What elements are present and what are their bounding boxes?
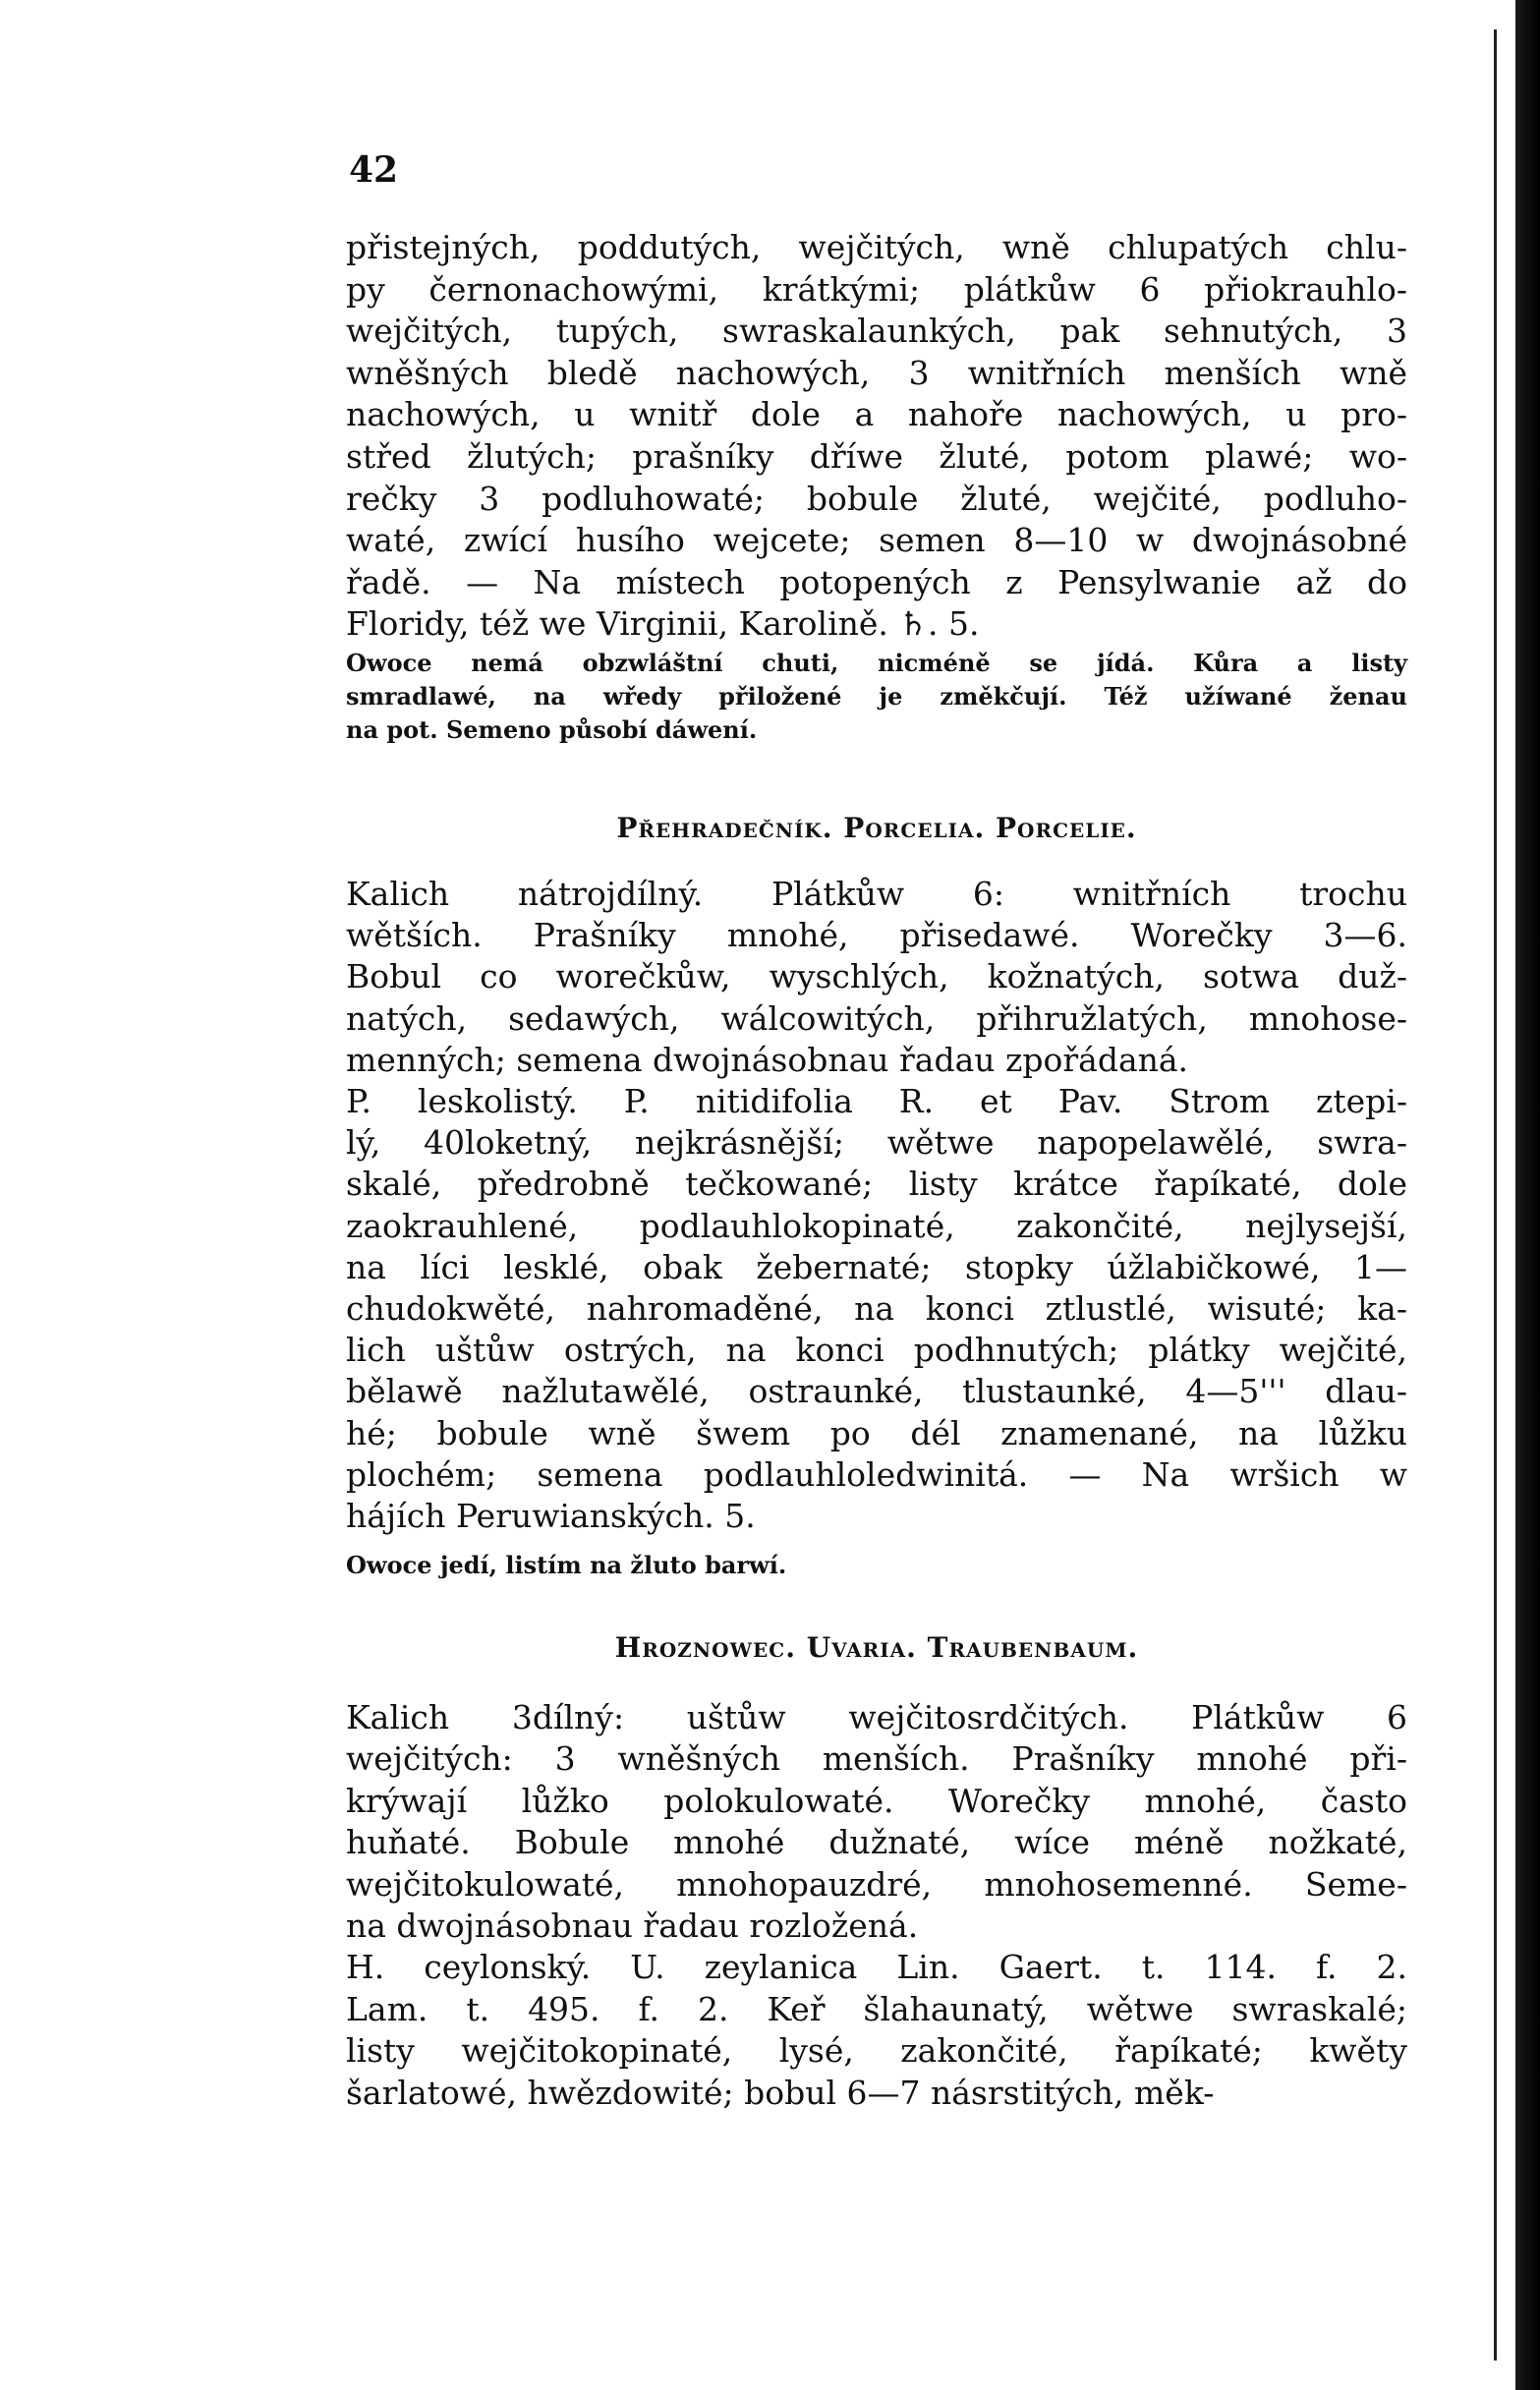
text-line: waté, zwící husího wejcete; semen 8—10 w dwojnásobné xyxy=(346,521,1407,560)
text-line: H. ceylonský. U. zeylanica Lin. Gaert. t. 114. f. 2. xyxy=(346,1948,1407,1987)
text-line: rečky 3 podluhowaté; bobule žluté, wejčité, podluho- xyxy=(346,479,1407,518)
text-line: P. leskolistý. P. nitidifolia R. et Pav. Strom ztepi- xyxy=(346,1082,1407,1120)
text-line: Owoce jedí, listím na žluto barwí. xyxy=(346,1551,787,1579)
text-line: menných; semena dwojnásobnau řadau zpořádaná. xyxy=(346,1040,1189,1079)
text-line: natých, sedawých, wálcowitých, přihružlatých, mnohose- xyxy=(346,998,1407,1038)
text-line: huňaté. Bobule mnohé dužnaté, wíce méně nožkaté, xyxy=(346,1823,1407,1862)
text-line: smradlawé, na wředy přiložené je změkčují. Též užíwané ženau xyxy=(346,682,1407,711)
text-line: Kalich 3dílný: uštůw wejčitosrdčitých. Plátkůw 6 xyxy=(346,1698,1407,1736)
text-line: Bobul co worečkůw, wyschlých, kožnatých, sotwa duž- xyxy=(346,957,1407,996)
text-line: wněšných bledě nachowých, 3 wnitřních menších wně xyxy=(346,353,1407,392)
page-number: 42 xyxy=(349,149,399,191)
text-line: wejčitých: 3 wněšných menších. Prašníky mnohé při- xyxy=(346,1739,1407,1779)
text-line: Lam. t. 495. f. 2. Keř šlahaunatý, wětwe swraskalé; xyxy=(346,1989,1407,2028)
text-line: listy wejčitokopinaté, lysé, zakončité, řapíkaté; kwěty xyxy=(346,2031,1407,2071)
text-line: nachowých, u wnitř dole a nahoře nachowých, u pro- xyxy=(346,395,1407,434)
text-line: wejčitých, tupých, swraskalaunkých, pak sehnutých, 3 xyxy=(346,312,1407,351)
text-line: přistejných, poddutých, wejčitých, wně chlupatých chlu- xyxy=(346,228,1407,266)
text-line: plochém; semena podlauhloledwinitá. — Na wršich w xyxy=(346,1454,1407,1494)
text-line: wejčitokulowaté, mnohopauzdré, mnohosemenné. Seme- xyxy=(346,1864,1407,1904)
text-line: krýwají lůžko polokulowaté. Worečky mnohé, často xyxy=(346,1781,1407,1820)
text-line: Floridy, též we Virginii, Karolině. ♄. 5. xyxy=(346,604,980,644)
text-line: lý, 40loketný, nejkrásnější; wětwe napopelawělé, swra- xyxy=(346,1123,1407,1163)
text-line: řadě. — Na místech potopených z Pensylwanie až do xyxy=(346,562,1407,601)
page-edge-shadow xyxy=(1494,29,1497,2361)
text-line: na dwojnásobnau řadau rozložená. xyxy=(346,1906,919,1945)
text-line: Kalich nátrojdílný. Plátkůw 6: wnitřních trochu xyxy=(346,875,1407,913)
text-line: lich uštůw ostrých, na konci podhnutých; plátky wejčité, xyxy=(346,1331,1407,1370)
text-line: hájích Peruwianských. 5. xyxy=(346,1497,756,1535)
text-line: bělawě nažlutawělé, ostraunké, tlustaunké, 4—5''' dlau- xyxy=(346,1372,1407,1411)
text-line: na pot. Semeno působí dáwení. xyxy=(346,715,758,744)
text-line: střed žlutých; prašníky dříwe žluté, potom plawé; wo- xyxy=(346,437,1407,476)
book-spine xyxy=(1515,0,1540,2390)
text-line: hé; bobule wně šwem po dél znamenané, na lůžku xyxy=(346,1413,1407,1452)
text-line: zaokrauhlené, podlauhlokopinaté, zakončité, nejlysejší, xyxy=(346,1206,1407,1245)
text-line: na líci lesklé, obak žebernaté; stopky úžlabičkowé, 1— xyxy=(346,1247,1407,1286)
text-line: šarlatowé, hwězdowité; bobul 6—7 násrstitých, měk- xyxy=(346,2073,1215,2112)
genus-heading-uvaria: Hroznowec. Uvaria. Traubenbaum. xyxy=(614,1631,1139,1664)
text-line: skalé, předrobně tečkowané; listy krátce řapíkaté, dole xyxy=(346,1165,1407,1204)
text-line: Owoce nemá obzwláštní chuti, nicméně se jídá. Kůra a listy xyxy=(346,649,1407,677)
text-line: chudokwěté, nahromaděné, na konci ztlustlé, wisuté; ka- xyxy=(346,1289,1407,1328)
genus-heading-porcelia: Přehradečník. Porcelia. Porcelie. xyxy=(616,812,1137,844)
text-line: wětších. Prašníky mnohé, přisedawé. Worečky 3—6. xyxy=(346,916,1407,955)
text-line: py černonachowými, krátkými; plátkůw 6 přiokrauhlo- xyxy=(346,269,1407,309)
